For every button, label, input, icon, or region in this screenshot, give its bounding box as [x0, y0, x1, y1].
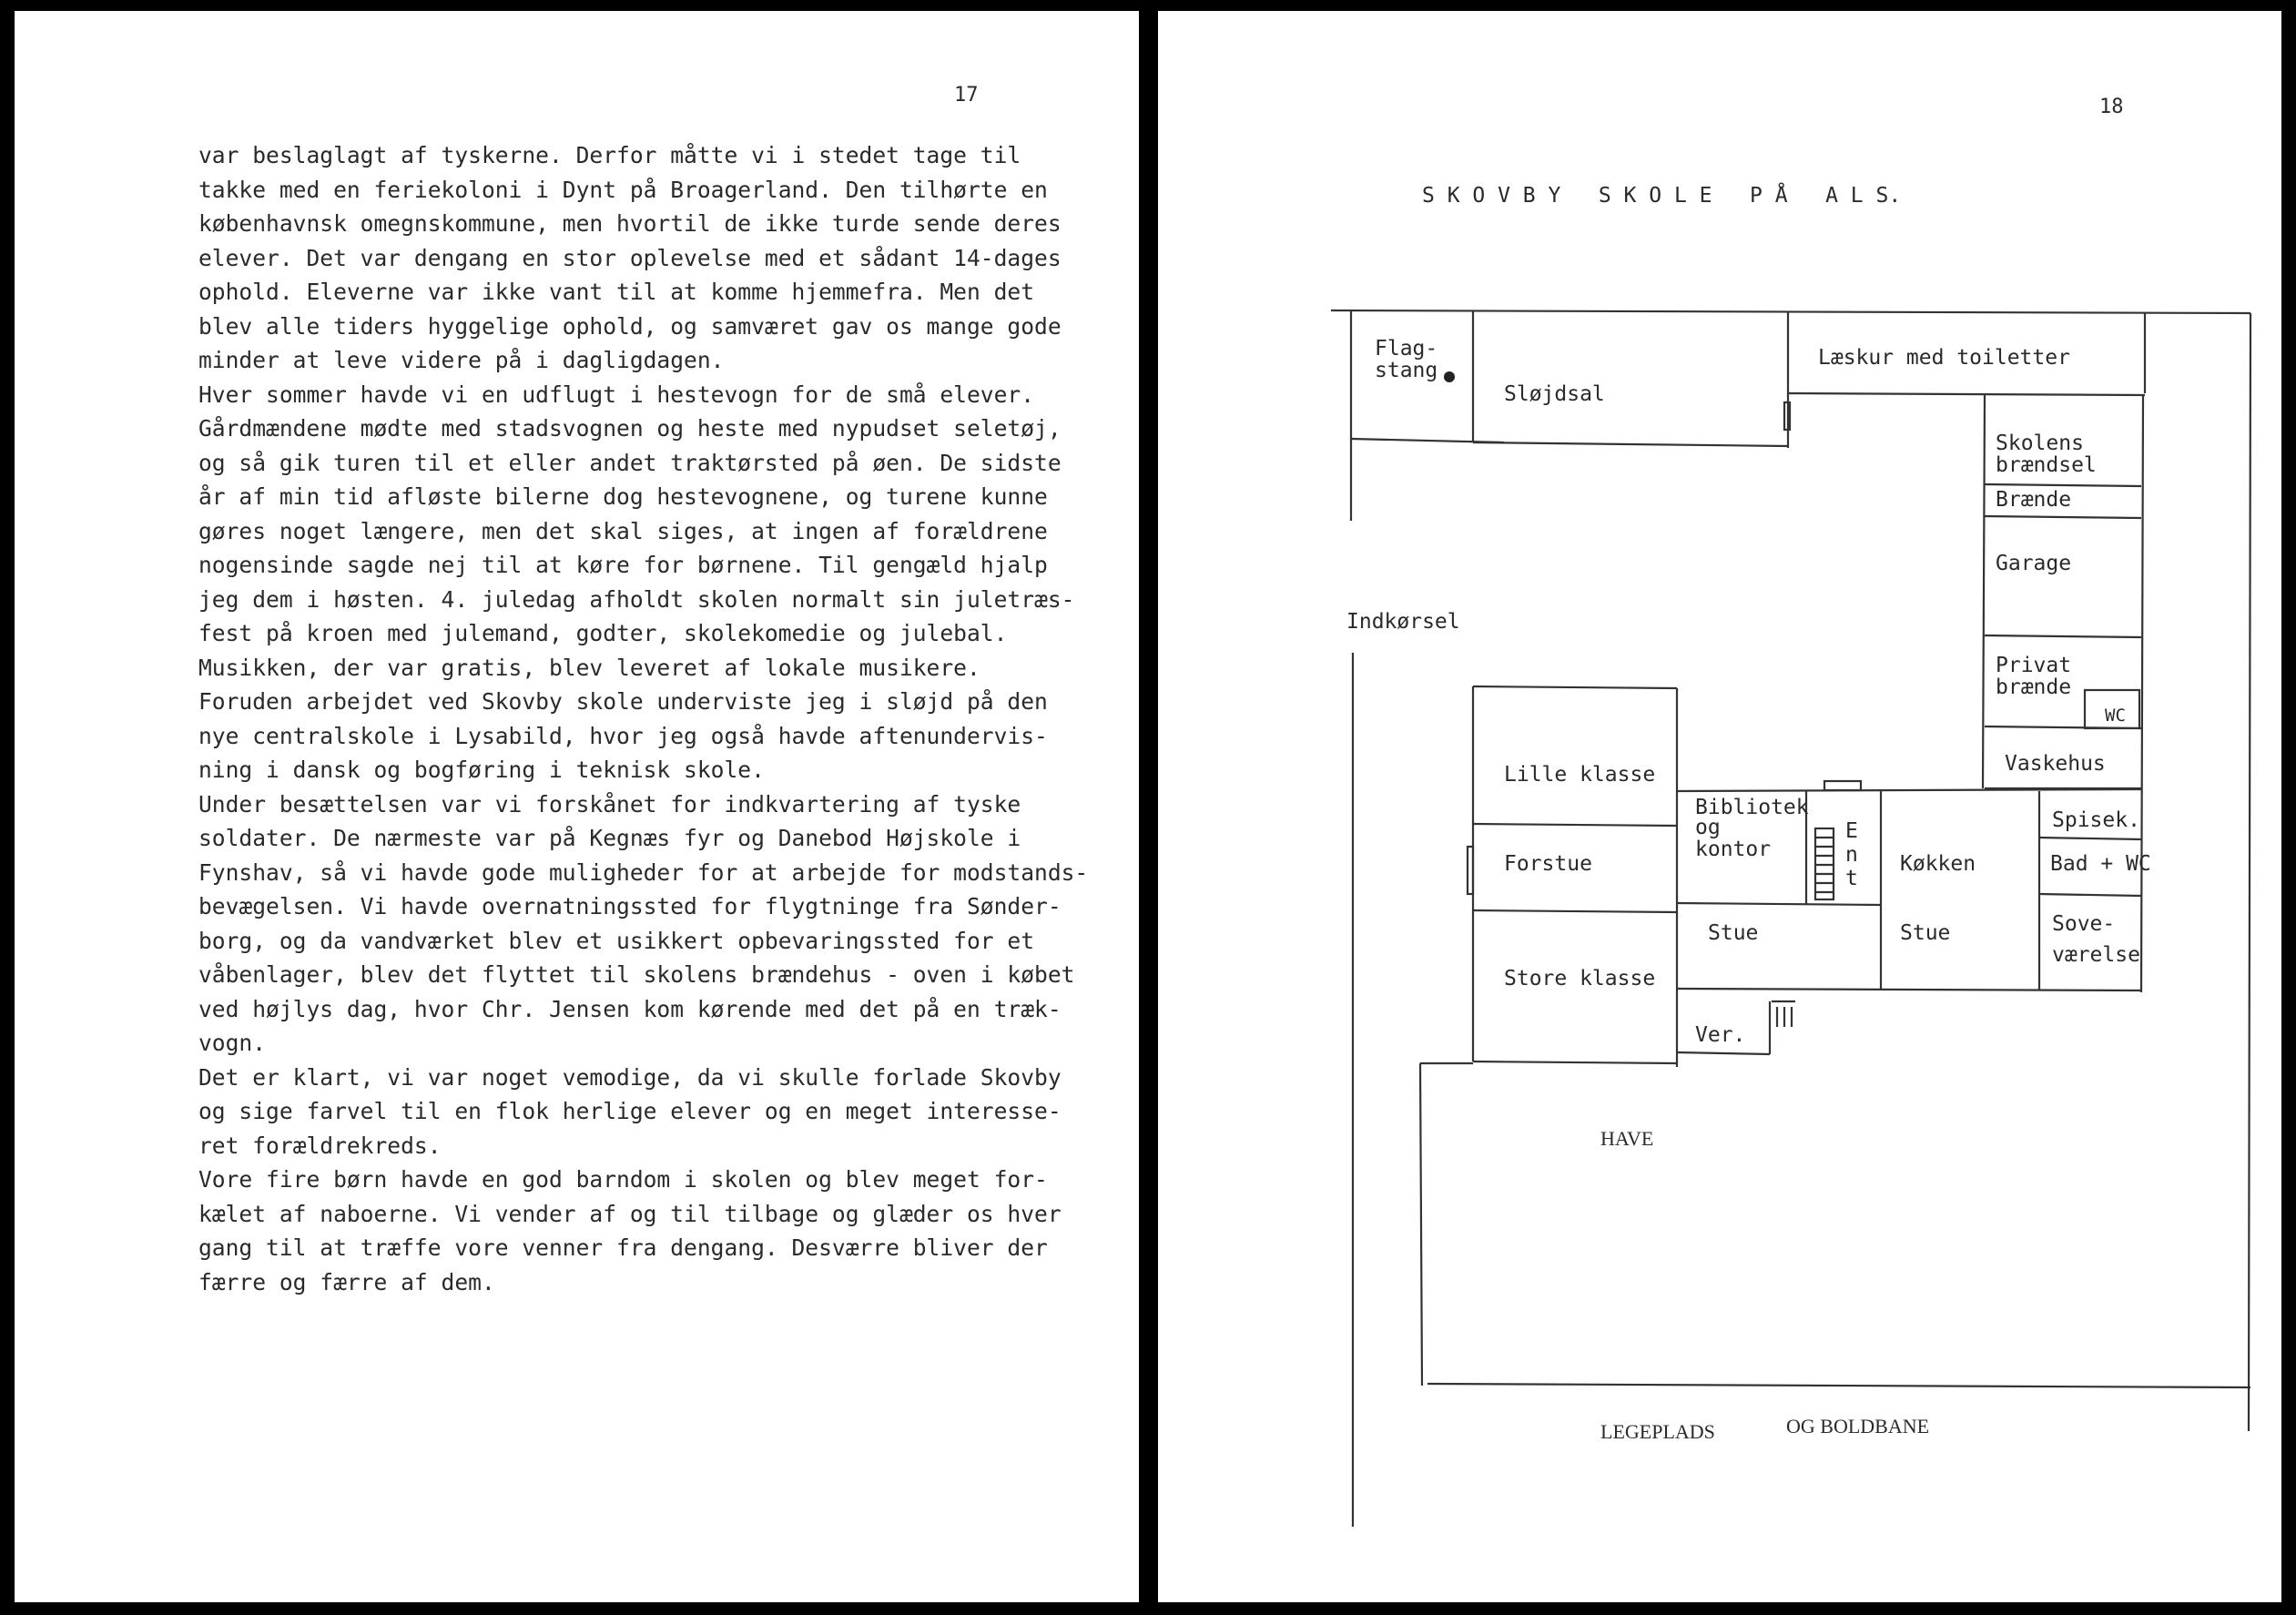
- text-line: nogensinde sagde nej til at køre for børnene. Til gengæld hjalp: [198, 552, 1048, 578]
- label-privat-1: Privat: [1996, 654, 2072, 677]
- text-line: bevægelsen. Vi havde overnatningssted for flygtninge fra Sønder-: [198, 893, 1062, 919]
- text-line: borg, og da vandværket blev et usikkert opbevaringssted for et: [198, 927, 1035, 954]
- text-line: Under besættelsen var vi forskånet for indkvartering af tyske: [198, 790, 1021, 818]
- label-skolens-2: brændsel: [1996, 453, 2097, 477]
- label-ent-t: t: [1845, 867, 1858, 890]
- floor-plan: [1158, 11, 2281, 1602]
- text-line: Det er klart, vi var noget vemodige, da vi skulle forlade Skovby: [198, 1063, 1062, 1091]
- label-have: HAVE: [1600, 1127, 1654, 1150]
- label-sove-1: Sove-: [2052, 912, 2116, 936]
- text-line: minder at leve videre på i dagligdagen.: [198, 347, 725, 373]
- text-line: ophold. Eleverne var ikke vant til at komme hjemmefra. Men det: [198, 279, 1035, 305]
- label-skolens-1: Skolens: [1996, 432, 2084, 455]
- text-line: blev alle tiders hyggelige ophold, og samværet gav os mange gode: [198, 312, 1062, 340]
- label-braende: Brænde: [1996, 488, 2072, 512]
- text-line: takke med en feriekoloni i Dynt på Broagerland. Den tilhørte en: [198, 176, 1048, 203]
- label-stue-right: Stue: [1900, 921, 1951, 945]
- label-stue-left: Stue: [1708, 921, 1759, 945]
- label-bibliotek-3: kontor: [1695, 838, 1772, 861]
- text-line: Musikken, der var gratis, blev leveret af lokale musikere.: [198, 654, 980, 681]
- flagpole-dot: [1444, 371, 1455, 382]
- text-line: nye centralskole i Lysabild, hvor jeg også havde aftenundervis-: [198, 722, 1048, 749]
- label-privat-2: brænde: [1996, 675, 2072, 699]
- label-flag-2: stang: [1375, 359, 1438, 382]
- text-line: våbenlager, blev det flyttet til skolens brændehus - oven i købet: [198, 961, 1075, 988]
- left-page: [15, 11, 1139, 1602]
- label-garage: Garage: [1996, 552, 2072, 575]
- text-line: gøres noget længere, men det skal siges, at ingen af forældrene: [198, 517, 1048, 544]
- text-line: elever. Det var dengang en stor oplevelse med et sådant 14-dages: [198, 244, 1062, 271]
- label-bad-wc: Bad + WC: [2050, 852, 2151, 876]
- label-forstue: Forstue: [1504, 852, 1592, 876]
- label-vaskehus: Vaskehus: [2005, 752, 2106, 776]
- label-ent-e: E: [1845, 819, 1858, 843]
- text-line: og så gik turen til et eller andet traktørsted på øen. De sidste: [198, 449, 1062, 476]
- page-title: S K O V B Y S K O L E P Å A L S.: [1422, 184, 1902, 208]
- label-lille-klasse: Lille klasse: [1504, 763, 1656, 787]
- body-text: [198, 138, 1118, 1299]
- label-boldbane: OG BOLDBANE: [1786, 1415, 1930, 1437]
- text-line: Gårdmændene mødte med stadsvognen og heste med nypudset seletøj,: [198, 415, 1062, 442]
- label-kokken: Køkken: [1900, 852, 1976, 876]
- text-line: gang til at træffe vore venner fra dengang. Desværre bliver der: [198, 1234, 1048, 1261]
- label-flag-1: Flag-: [1375, 337, 1438, 361]
- text-line: Foruden arbejdet ved Skovby skole underviste jeg i sløjd på den: [198, 688, 1048, 715]
- text-line: københavnsk omegnskommune, men hvortil de ikke turde sende deres: [198, 210, 1062, 237]
- text-line: vogn.: [198, 1030, 267, 1056]
- label-spisek: Spisek.: [2052, 808, 2140, 832]
- text-line: Hver sommer havde vi en udflugt i hestevogn for de små elever.: [198, 381, 1035, 408]
- label-ent-n: n: [1845, 843, 1858, 867]
- text-line: ret forældrekreds.: [198, 1132, 442, 1159]
- label-bibliotek-2: og: [1695, 816, 1721, 839]
- text-line: kælet af naboerne. Vi vender af og til tilbage og glæder os hver: [198, 1200, 1062, 1227]
- page-number: 18: [2099, 96, 2124, 118]
- text-line: var beslaglagt af tyskerne. Derfor måtte vi i stedet tage til: [198, 142, 1021, 168]
- label-bibliotek-1: Bibliotek: [1695, 796, 1809, 819]
- text-line: og sige farvel til en flok herlige elever og en meget interesse-: [198, 1098, 1062, 1124]
- text-line: Fynshav, så vi havde gode muligheder for at arbejde for modstands-: [198, 858, 1089, 886]
- text-line: fest på kroen med julemand, godter, skolekomedie og julebal.: [198, 620, 1008, 646]
- text-line: ved højlys dag, hvor Chr. Jensen kom kørende med det på en træk-: [198, 995, 1062, 1022]
- label-wc: WC: [2105, 706, 2126, 726]
- text-line: færre og færre af dem.: [198, 1268, 495, 1295]
- page-number: 17: [954, 84, 979, 107]
- text-line: år af min tid afløste bilerne dog hestevognene, og turene kunne: [198, 483, 1048, 510]
- label-legeplads: LEGEPLADS: [1600, 1420, 1715, 1443]
- label-sove-2: værelse: [2052, 943, 2140, 967]
- right-page: [1158, 11, 2281, 1602]
- label-laeskur: Læskur med toiletter: [1818, 346, 2070, 370]
- label-slojdsal: Sløjdsal: [1504, 382, 1605, 406]
- text-line: ning i dansk og bogføring i teknisk skole.: [198, 757, 765, 783]
- text-line: jeg dem i høsten. 4. juledag afholdt skolen normalt sin juletræs-: [198, 585, 1075, 613]
- text-line: Vore fire børn havde en god barndom i skolen og blev meget for-: [198, 1166, 1048, 1193]
- text-line: soldater. De nærmeste var på Kegnæs fyr og Danebod Højskole i: [198, 825, 1021, 851]
- label-ver: Ver.: [1695, 1023, 1746, 1047]
- label-store-klasse: Store klasse: [1504, 967, 1656, 990]
- label-indkorsel: Indkørsel: [1346, 610, 1460, 634]
